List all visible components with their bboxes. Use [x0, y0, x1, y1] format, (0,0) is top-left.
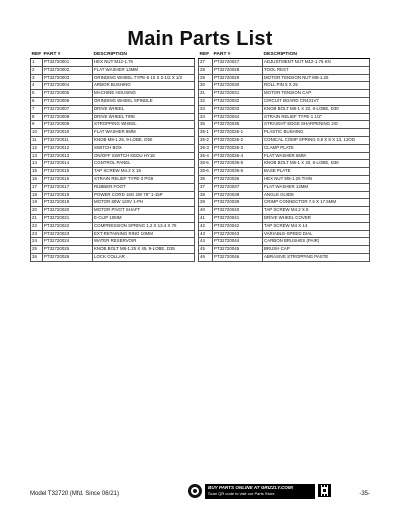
part-number-cell: PT32720009 [43, 121, 93, 129]
page-number: -35- [359, 491, 370, 497]
ref-cell: 33 [199, 105, 213, 113]
ref-cell: 37 [199, 183, 213, 191]
description-cell: HEX NUT M12-1.75 [93, 59, 195, 67]
grizzly-bear-logo-icon [188, 484, 202, 498]
table-row [199, 246, 370, 254]
description-cell: WATER RESERVOIR [93, 238, 195, 246]
part-number-cell: PT32720007 [43, 105, 93, 113]
description-cell: CARBON BRUSHES (PAIR) [263, 238, 370, 246]
part-number-cell: PT32720037 [213, 183, 263, 191]
table-row [31, 90, 195, 98]
description-cell: EXT RETAINING RING 10MM [93, 230, 195, 238]
part-number-cell: PT32720035-6 [213, 168, 263, 176]
table-row [31, 152, 195, 160]
description-cell: CRIMP CONNECTOR 7.6 X 17.5MM [263, 199, 370, 207]
table-row [31, 160, 195, 168]
ref-cell: 18 [31, 191, 43, 199]
table-row [199, 144, 370, 152]
part-number-cell: PT32720027 [213, 59, 263, 67]
description-cell: E-CLIP 10MM [93, 214, 195, 222]
table-header-row [31, 50, 195, 59]
ref-cell: 14 [31, 160, 43, 168]
ref-cell: 1 [31, 59, 43, 67]
buy-parts-banner[interactable] [205, 484, 315, 499]
part-number-cell: PT32720020 [43, 207, 93, 215]
table-row [31, 214, 195, 222]
table-row [199, 136, 370, 144]
ref-cell: 16 [31, 175, 43, 183]
description-cell: CIRCUIT BOARD CR431V7 [263, 97, 370, 105]
table-row [199, 97, 370, 105]
part-number-cell: PT32720045 [213, 246, 263, 254]
part-number-cell: PT32720012 [43, 144, 93, 152]
ref-cell: 35-3 [199, 144, 213, 152]
description-cell: DRIVE WHEEL [93, 105, 195, 113]
ref-cell: 25 [31, 246, 43, 254]
ref-cell: 4 [31, 82, 43, 90]
table-row [31, 199, 195, 207]
description-cell: FLAT WASHER 12MM [93, 66, 195, 74]
part-number-cell: PT32720008 [43, 113, 93, 121]
table-header-row [199, 50, 370, 59]
table-row [31, 74, 195, 82]
description-cell: VARIABLE-SPEED DIAL [263, 230, 370, 238]
ref-cell: 35-2 [199, 136, 213, 144]
table-row [199, 152, 370, 160]
part-number-cell: PT32720028 [213, 66, 263, 74]
table-row [199, 74, 370, 82]
table-row [199, 191, 370, 199]
ref-cell: 44 [199, 238, 213, 246]
table-row [31, 183, 195, 191]
description-cell: STRAIN RELIEF TYPE-3 PG9 [93, 175, 195, 183]
ref-cell: 41 [199, 214, 213, 222]
ref-cell: 29 [199, 74, 213, 82]
table-row [199, 129, 370, 137]
ref-cell: 23 [31, 230, 43, 238]
part-number-cell: PT32720016 [43, 175, 93, 183]
ref-cell: 20 [31, 207, 43, 215]
description-cell: ADJUSTMENT NUT M12-1.75 KN [263, 59, 370, 67]
description-cell: CLAMP PLATE [263, 144, 370, 152]
description-cell: ANGLE GUIDE [263, 191, 370, 199]
part-number-cell: PT32720029 [213, 74, 263, 82]
header-ref: REF [31, 51, 42, 57]
ref-cell: 19 [31, 199, 43, 207]
ref-cell: 35-1 [199, 129, 213, 137]
description-cell: KNOB BOLT M8-1.25 X 45, 9-LOBE, D35 [93, 246, 195, 254]
table-row [199, 90, 370, 98]
table-row [31, 121, 195, 129]
description-cell: MOTOR TENSION NUT M8-1.25 [263, 74, 370, 82]
ref-cell: 28 [199, 66, 213, 74]
part-number-cell: PT32720035-1 [213, 129, 263, 137]
ref-cell: 13 [31, 152, 43, 160]
table-row [199, 113, 370, 121]
part-number-cell: PT32720018 [43, 191, 93, 199]
part-number-cell: PT32720035 [213, 121, 263, 129]
ref-cell: 39 [199, 199, 213, 207]
description-cell: BRUSH CAP [263, 246, 370, 254]
header-description: DESCRIPTION [263, 50, 370, 59]
ref-cell: 26 [31, 253, 43, 261]
table-row [199, 168, 370, 176]
table-row [199, 183, 370, 191]
ref-cell: 45 [199, 246, 213, 254]
part-number-cell: PT32720023 [43, 230, 93, 238]
part-number-cell: PT32720034 [213, 113, 263, 121]
ref-cell: 17 [31, 183, 43, 191]
ref-cell: 21 [31, 214, 43, 222]
description-cell: DRIVE WHEEL TIRE [93, 113, 195, 121]
ref-cell: 30 [199, 82, 213, 90]
description-cell: STRAIN RELIEF TYPE-1 1/2" [263, 113, 370, 121]
ref-cell: 6 [31, 97, 43, 105]
ref-cell: 24 [31, 238, 43, 246]
ref-cell: 11 [31, 136, 43, 144]
table-row [199, 207, 370, 215]
table-row [199, 66, 370, 74]
part-number-cell: PT32720035-3 [213, 144, 263, 152]
ref-cell: 42 [199, 222, 213, 230]
part-number-cell: PT32720031 [213, 90, 263, 98]
table-row [199, 253, 370, 261]
table-row [31, 82, 195, 90]
table-row [31, 175, 195, 183]
part-number-cell: PT32720042 [213, 222, 263, 230]
table-row [31, 238, 195, 246]
table-row [199, 82, 370, 90]
description-cell: MOTOR TENSION CAP [263, 90, 370, 98]
table-row [31, 105, 195, 113]
description-cell: KNOB BOLT M6-1 X 20, 6-LOBE, D30 [263, 160, 370, 168]
table-row [31, 66, 195, 74]
part-number-cell: PT32720017 [43, 183, 93, 191]
description-cell: COMPRESSION SPRING 1.2 X 13.4 X 75 [93, 222, 195, 230]
table-row [31, 129, 195, 137]
description-cell: FLAT WASHER 6MM [263, 152, 370, 160]
model-label: Model T32720 (Mfd. Since 06/21) [30, 491, 119, 497]
part-number-cell: PT32720035-4 [213, 152, 263, 160]
ref-cell: 38 [199, 191, 213, 199]
description-cell: FLAT WASHER 12MM [263, 183, 370, 191]
table-row [31, 253, 195, 261]
part-number-cell: PT32720035-2 [213, 136, 263, 144]
table-row [199, 222, 370, 230]
ref-cell: 2 [31, 66, 43, 74]
description-cell: TAP SCREW M4.2 X 16 [93, 168, 195, 176]
part-number-cell: PT32720041 [213, 214, 263, 222]
ref-cell: 35-4 [199, 152, 213, 160]
description-cell: GRINDING WHEEL SPINDLE [93, 97, 195, 105]
ref-cell: 15 [31, 168, 43, 176]
part-number-cell: PT32720019 [43, 199, 93, 207]
part-number-cell: PT32720002 [43, 66, 93, 74]
part-number-cell: PT32720032 [213, 97, 263, 105]
description-cell: KNOB BOLT M8-1 X 22, 6-LOBE, D30 [263, 105, 370, 113]
table-row [199, 160, 370, 168]
description-cell: BASE PLATE [263, 168, 370, 176]
part-number-cell: PT32720036 [213, 175, 263, 183]
part-number-cell: PT32720030 [213, 82, 263, 90]
ref-cell: 35-6 [199, 168, 213, 176]
ref-cell: 27 [199, 59, 213, 67]
description-cell: ON/OFF SWITCH KEDU HY18 [93, 152, 195, 160]
description-cell: TAP SCREW M4.2 X 8 [263, 207, 370, 215]
ref-cell: 46 [199, 253, 213, 261]
table-row [31, 246, 195, 254]
part-number-cell: PT32720026 [43, 253, 93, 261]
description-cell: FLAT WASHER 8MM [93, 129, 195, 137]
table-row [199, 105, 370, 113]
description-cell: ABRASIVE STROPPING PASTE [263, 253, 370, 261]
table-row [31, 230, 195, 238]
part-number-cell: PT32720025 [43, 246, 93, 254]
table-row [199, 59, 370, 67]
description-cell: STRAIGHT EDGE SHARPENING JIG [263, 121, 370, 129]
part-number-cell: PT32720038 [213, 191, 263, 199]
ref-cell: 22 [31, 222, 43, 230]
qr-code-icon[interactable] [318, 484, 331, 497]
part-number-cell: PT32720039 [213, 199, 263, 207]
table-row [199, 230, 370, 238]
description-cell: MOTOR PIVOT SHAFT [93, 207, 195, 215]
description-cell: ROLL PIN 5 X 25 [263, 82, 370, 90]
header-part: PART # [43, 50, 93, 59]
description-cell: CONTROL PANEL [93, 160, 195, 168]
part-number-cell: PT32720040 [213, 207, 263, 215]
buy-parts-line2: Scan QR code to visit our Parts Store. [208, 491, 276, 496]
page-title: Main Parts List [127, 28, 273, 50]
part-number-cell: PT32720043 [213, 230, 263, 238]
ref-cell: 34 [199, 113, 213, 121]
part-number-cell: PT32720011 [43, 136, 93, 144]
description-cell: STROPPING WHEEL [93, 121, 195, 129]
part-number-cell: PT32720035-5 [213, 160, 263, 168]
part-number-cell: PT32720005 [43, 90, 93, 98]
description-cell: SWITCH BOX [93, 144, 195, 152]
ref-cell: 35-5 [199, 160, 213, 168]
parts-table-left [30, 50, 195, 262]
description-cell: ARBOR BUSHING [93, 82, 195, 90]
header-ref: REF [199, 50, 213, 59]
part-number-cell: PT32720013 [43, 152, 93, 160]
part-number-cell: PT32720006 [43, 97, 93, 105]
table-row [31, 191, 195, 199]
description-cell: PLASTIC BUSHING [263, 129, 370, 137]
part-number-cell: PT32720003 [43, 74, 93, 82]
ref-cell: 9 [31, 121, 43, 129]
part-number-cell: PT32720021 [43, 214, 93, 222]
ref-cell: 36 [199, 175, 213, 183]
ref-cell: 43 [199, 230, 213, 238]
description-cell: TOOL REST [263, 66, 370, 74]
table-row [31, 222, 195, 230]
description-cell: DRIVE WHEEL COVER [263, 214, 370, 222]
table-row [31, 59, 195, 67]
description-cell: POWER CORD 18G 2W 78" 1-15P [93, 191, 195, 199]
description-cell: KNOB M8-1.25, 9-LOBE, D50 [93, 136, 195, 144]
table-row [31, 168, 195, 176]
description-cell: GRINDING WHEEL TYPE-5 10 X 2-1/2 X 1/2 [93, 74, 195, 82]
part-number-cell: PT32720015 [43, 168, 93, 176]
description-cell: HEX NUT M8-1.25 THIN [263, 175, 370, 183]
ref-cell: 7 [31, 105, 43, 113]
table-row [199, 175, 370, 183]
table-row [199, 199, 370, 207]
ref-cell: 8 [31, 113, 43, 121]
ref-cell: 40 [199, 207, 213, 215]
description-cell: MACHINE HOUSING [93, 90, 195, 98]
ref-cell: 10 [31, 129, 43, 137]
ref-cell: 12 [31, 144, 43, 152]
table-row [31, 207, 195, 215]
table-row [199, 238, 370, 246]
part-number-cell: PT32720014 [43, 160, 93, 168]
buy-parts-line1: BUY PARTS ONLINE AT GRIZZLY.COM! [208, 485, 294, 490]
ref-cell: 3 [31, 74, 43, 82]
part-number-cell: PT32720010 [43, 129, 93, 137]
ref-cell: 32 [199, 97, 213, 105]
part-number-cell: PT32720024 [43, 238, 93, 246]
header-part: PART # [213, 50, 263, 59]
description-cell: LOCK COLLAR [93, 253, 195, 261]
part-number-cell: PT32720044 [213, 238, 263, 246]
table-row [31, 136, 195, 144]
description-cell: CONICAL COMP SPRING 0.8 X 8 X 13, 13OD [263, 136, 370, 144]
description-cell: MOTOR 80W 120V 1-PH [93, 199, 195, 207]
part-number-cell: PT32720004 [43, 82, 93, 90]
part-number-cell: PT32720033 [213, 105, 263, 113]
table-row [199, 214, 370, 222]
part-number-cell: PT32720001 [43, 59, 93, 67]
table-row [31, 144, 195, 152]
ref-cell: 31 [199, 90, 213, 98]
description-cell: TAP SCREW M4 X 14 [263, 222, 370, 230]
description-cell: RUBBER FOOT [93, 183, 195, 191]
part-number-cell: PT32720046 [213, 253, 263, 261]
ref-cell: 35 [199, 121, 213, 129]
header-description: DESCRIPTION [93, 50, 195, 59]
parts-table-right [198, 50, 370, 262]
table-row [199, 121, 370, 129]
table-row [31, 113, 195, 121]
table-row [31, 97, 195, 105]
ref-cell: 5 [31, 90, 43, 98]
part-number-cell: PT32720022 [43, 222, 93, 230]
